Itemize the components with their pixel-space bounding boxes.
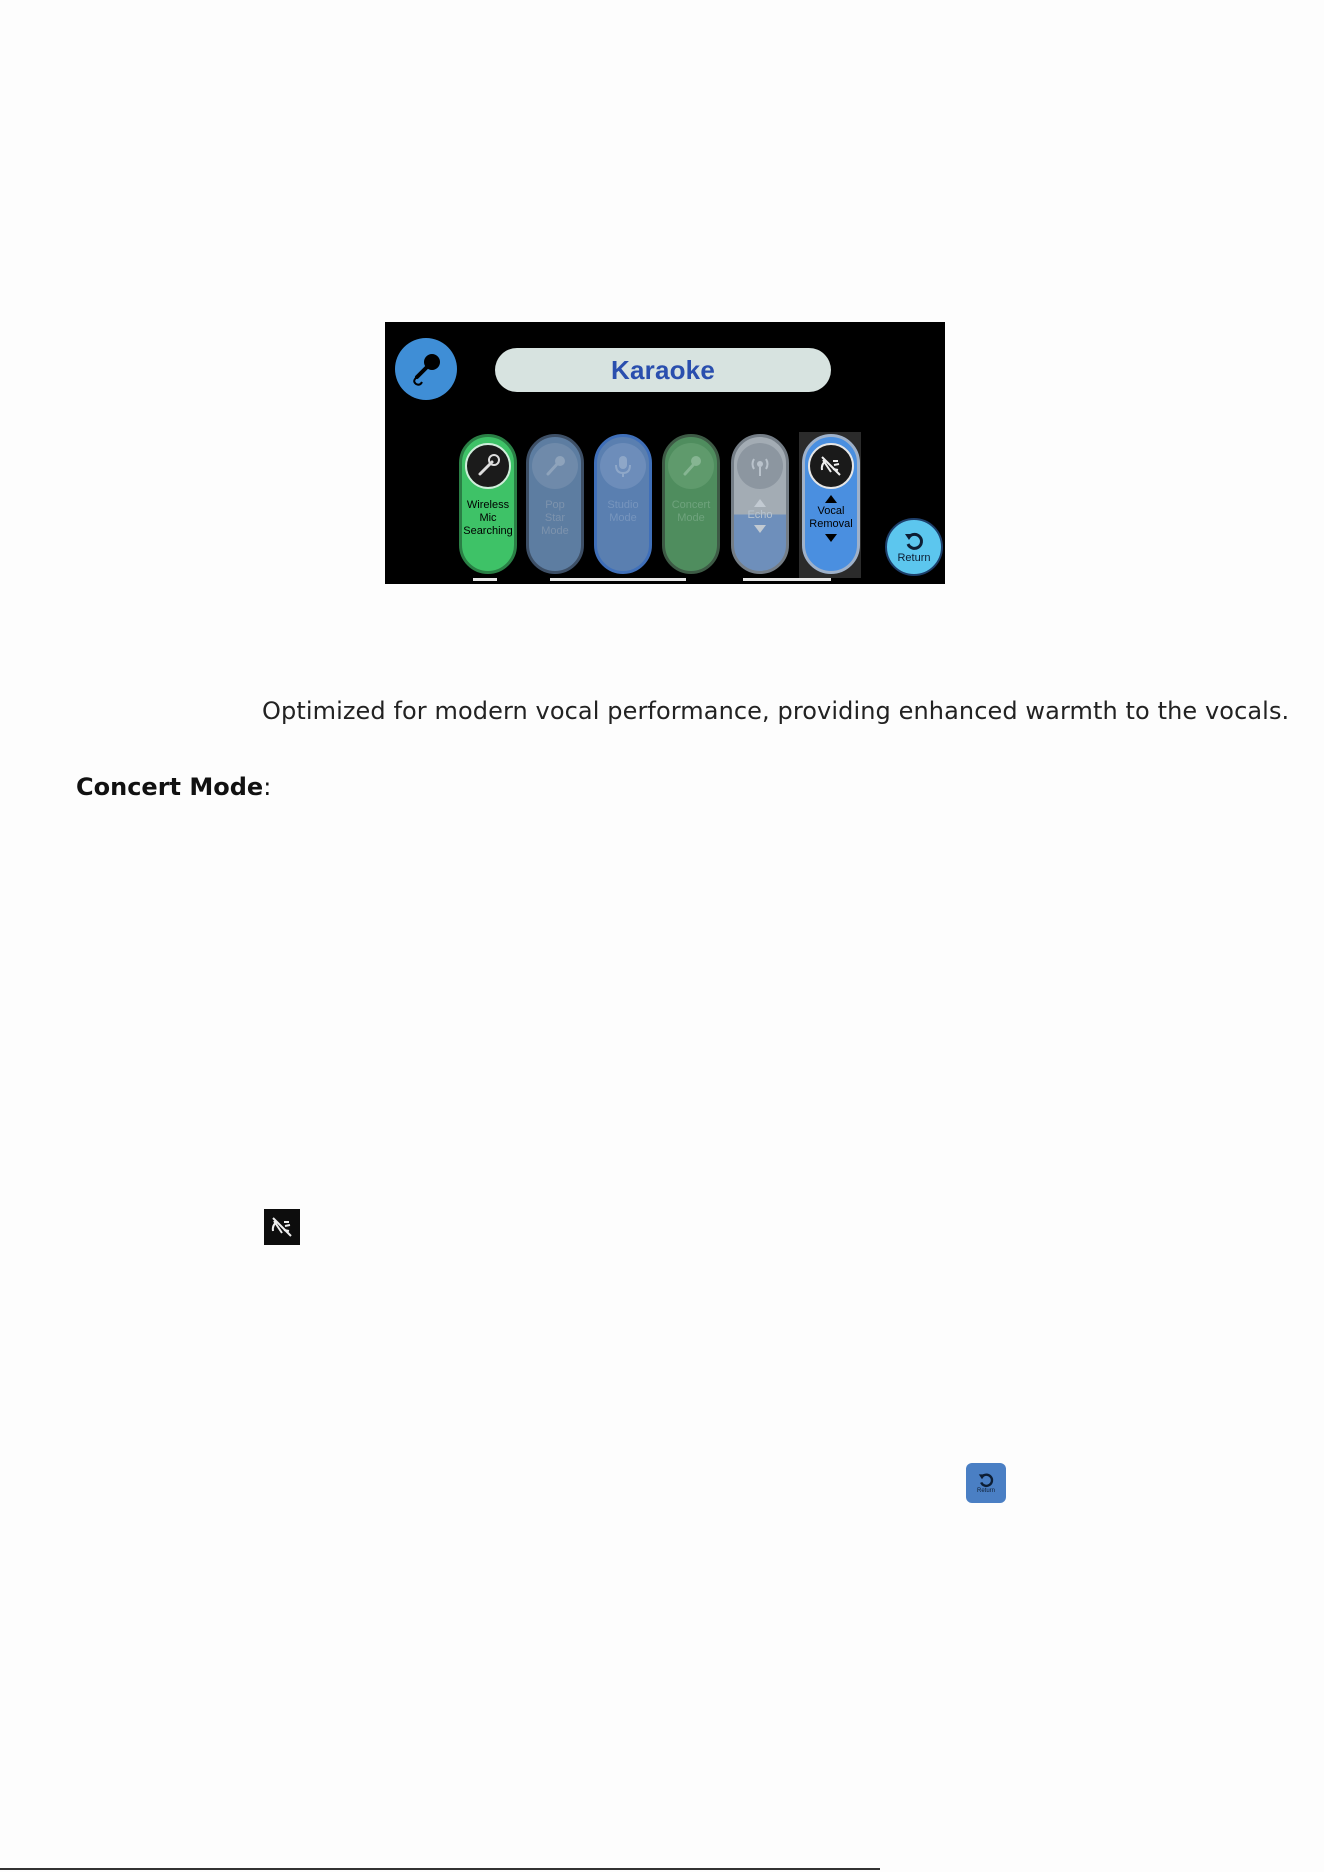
pop-star-label	[539, 499, 571, 538]
vocal-removal-icon	[268, 1213, 296, 1241]
label-line: Mic	[479, 512, 497, 524]
mic-icon	[408, 351, 444, 387]
label-line: Pop	[545, 499, 565, 511]
studio-icon-circle	[600, 443, 646, 489]
mic-icon	[474, 452, 502, 480]
label-line: Mode	[677, 512, 705, 524]
section-heading	[76, 773, 271, 801]
mic-icon	[541, 452, 569, 480]
label-line: Mode	[609, 512, 637, 524]
inline-vocal-removal-icon	[264, 1209, 300, 1245]
wireless-mic-button[interactable]	[459, 434, 517, 574]
studio-label	[605, 499, 640, 525]
echo-up-arrow-icon[interactable]	[754, 499, 766, 507]
vocal-down-arrow-icon[interactable]	[825, 534, 837, 542]
concert-icon-circle	[668, 443, 714, 489]
indicator-line	[473, 578, 497, 581]
heading-text: Concert Mode	[76, 773, 264, 801]
mic-icon	[677, 452, 705, 480]
vocal-removal-icon-circle	[808, 443, 854, 489]
studio-mode-button[interactable]	[594, 434, 652, 574]
karaoke-screen	[385, 322, 945, 584]
concert-label	[670, 499, 713, 525]
indicator-line	[743, 578, 831, 581]
wireless-mic-label	[461, 499, 515, 538]
studio-mic-icon	[609, 452, 637, 480]
label-line: Mode	[541, 525, 569, 537]
heading-colon: :	[263, 773, 272, 801]
pop-star-icon-circle	[532, 443, 578, 489]
inline-return-icon	[966, 1463, 1006, 1503]
pop-star-mode-button[interactable]	[526, 434, 584, 574]
label-line: Searching	[463, 525, 513, 537]
vocal-removal-control[interactable]	[802, 434, 860, 574]
label-line: Star	[544, 512, 566, 524]
label-line: Studio	[607, 499, 639, 511]
wireless-mic-icon-circle	[465, 443, 511, 489]
return-button[interactable]	[885, 518, 943, 576]
label-line: Vocal	[817, 505, 845, 517]
label-line: Removal	[809, 518, 853, 530]
footer-rule	[0, 1868, 880, 1870]
echo-control[interactable]	[731, 434, 789, 574]
vocal-removal-icon	[817, 452, 845, 480]
echo-icon-circle	[737, 443, 783, 489]
indicator-line	[550, 578, 686, 581]
vocal-removal-label	[807, 505, 854, 531]
return-icon	[903, 531, 925, 551]
label-line: Wireless	[466, 499, 510, 511]
inline-return-label: Return	[976, 1488, 995, 1494]
vocal-up-arrow-icon[interactable]	[825, 495, 837, 503]
screen-title: Karaoke	[495, 348, 831, 392]
return-label: Return	[897, 551, 931, 564]
echo-icon	[745, 451, 775, 481]
echo-down-arrow-icon[interactable]	[754, 525, 766, 533]
karaoke-mic-badge	[395, 338, 457, 400]
label-line: Concert	[671, 499, 711, 511]
concert-mode-button[interactable]	[662, 434, 720, 574]
mode-description: Optimized for modern vocal performance, providing enhanced warmth to the vocals.	[262, 697, 1290, 725]
return-icon	[977, 1472, 995, 1488]
echo-label: Echo	[747, 509, 773, 521]
